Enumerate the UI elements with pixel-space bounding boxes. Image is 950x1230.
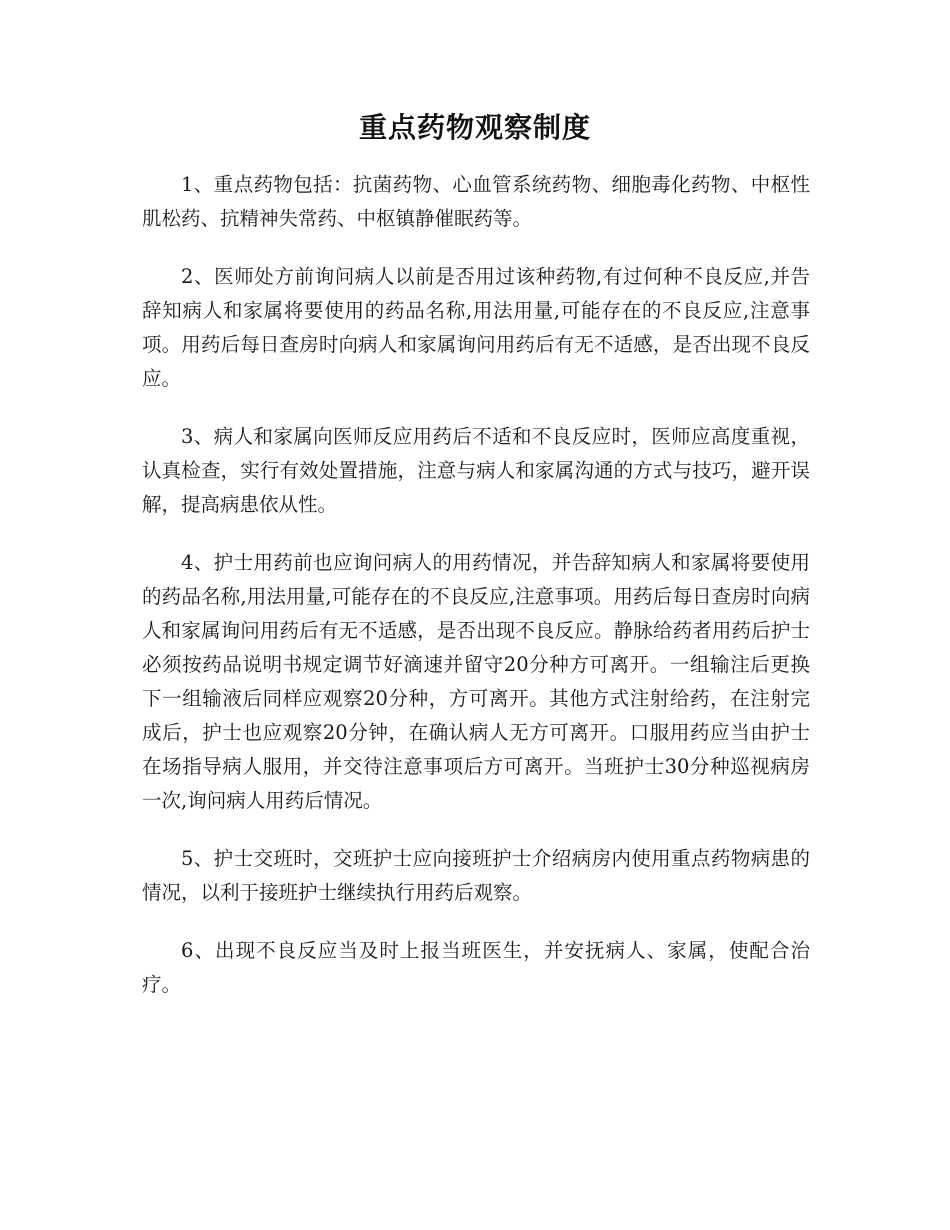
document-title: 重点药物观察制度 [358,111,591,144]
paragraph-2: 2、医师处方前询问病人以前是否用过该种药物,有过何种不良反应,并告辞知病人和家属将要使用的药品名称,用法用量,可能存在的不良反应,注意事项。用药后每日查房时向病人和家属询问用药后有无不适感，是否出现不良反应。 [142,265,810,390]
paragraph-3: 3、病人和家属向医师反应用药后不适和不良反应时，医师应高度重视，认真检查，实行有效处置措施，注意与病人和家属沟通的方式与技巧，避开误解，提高病患依从性。 [142,425,810,516]
paragraph-5: 5、护士交班时，交班护士应向接班护士介绍病房内使用重点药物病患的情况，以利于接班护士继续执行用药后观察。 [142,847,810,904]
paragraph-6: 6、出现不良反应当及时上报当班医生，并安抚病人、家属，使配合治疗。 [142,939,810,996]
document-body [142,168,810,1026]
paragraph-4: 4、护士用药前也应询问病人的用药情况，并告辞知病人和家属将要使用的药品名称,用法用量,可能存在的不良反应,注意事项。用药后每日查房时向病人和家属询问用药后有无不适感，是否出现不良反应。静脉给药者用药后护士必须按药品说明书规定调节好滴速并留守20分种方可离开。一组输注后更换下一组输液后同样应观察20分种，方可离开。其他方式注射给药，在注射完成后，护士也应观察20分钟，在确认病人无方可离开。口服用药应当由护士在场指导病人服用，并交待注意事项后方可离开。当班护士30分种巡视病房一次,询问病人用药后情况。 [142,551,810,812]
paragraph-1: 1、重点药物包括：抗菌药物、心血管系统药物、细胞毒化药物、中枢性肌松药、抗精神失常药、中枢镇静催眠药等。 [142,173,810,230]
